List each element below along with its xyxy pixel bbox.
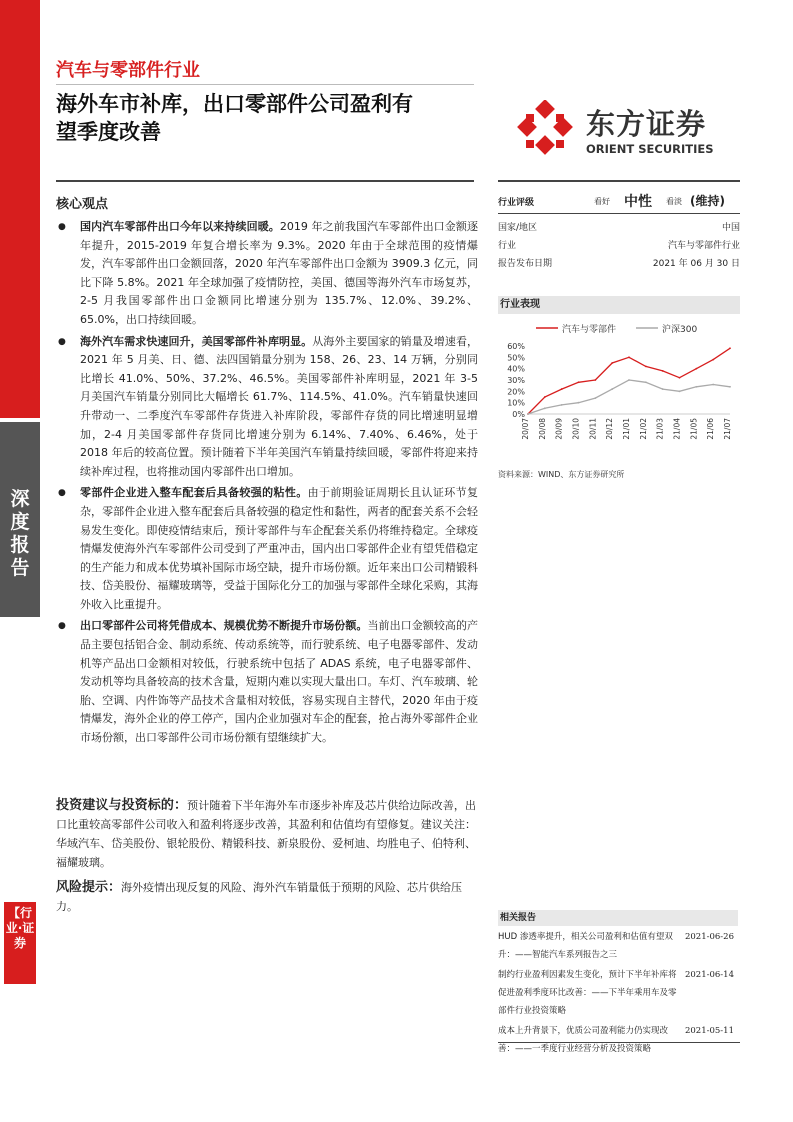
data-point	[662, 370, 664, 372]
x-tick-label: 20/10	[571, 418, 581, 440]
bullet-lead: 零部件企业进入整车配套后具备较强的粘性。	[80, 486, 308, 500]
rating-neutral: 中性	[624, 194, 652, 210]
report-item[interactable]	[498, 928, 738, 964]
core-bullets	[58, 218, 478, 751]
section-heading: 核心观点	[56, 197, 109, 212]
related-heading: 相关报告	[498, 910, 738, 926]
bullet-text: 2019 年之前我国汽车零部件出口金额逐年提升，2015-2019 年复合增长率为 9.3%。2020 年由于全球范围的疫情爆发，汽车零部件出口金额回落，2020 年汽车零部件出口金额为 3909.3 亿元，同比下降 5.8%。2021 年全球加强了疫情防控，美国、德国等海外汽车市场复苏，2-5 月我国零部件出口金额同比增速分别为 135.7%、12.0%、39.2%、65.0%，出口持续回暖。	[80, 220, 479, 326]
related-reports	[498, 928, 738, 1060]
series-line	[528, 380, 730, 414]
side-char: 报	[10, 534, 30, 556]
bullet-text: 从海外主要国家的销量及增速看，2021 年 5 月美、日、德、法四国销量分别为 158、26、23、14 万辆，分别同比增长 41.0%、50%、37.2%、46.5%。美国零部件补库明显，2021 年 3-5 月美国汽车销量分别同比大幅增长 61.7%、114.5%、41.0%。汽车销量快速回升带动一、二季度汽车零部件存货进入补库阶段，零部件存货的同比增速明显增加，2-4 月美国零部件存货同比增速分别为 6.14%、7.40%、6.46%，处于 2018 年后的较高位置。预计随着下半年美国汽车销量持续回暖，零部件将迎来持续补库过程，也将推动国内零部件出口增加。	[80, 334, 479, 478]
y-tick-label: 20%	[507, 387, 525, 397]
rating-maintain: (维持)	[690, 194, 725, 208]
bullet-lead: 出口零部件公司将凭借成本、规模优势不断提升市场份额。	[80, 619, 368, 633]
bullet-item	[58, 333, 478, 482]
report-date: 2021-06-26	[684, 932, 734, 942]
info-value: 中国	[721, 223, 740, 233]
data-point	[578, 402, 580, 404]
y-tick-label: 50%	[507, 353, 525, 363]
data-point	[578, 381, 580, 383]
page-title	[56, 90, 474, 146]
invest-label: 投资建议与投资标的：	[56, 798, 188, 813]
logo	[512, 100, 738, 164]
data-point	[695, 368, 697, 370]
rating-bad: 看淡	[666, 197, 682, 206]
info-value: 汽车与零部件行业	[667, 241, 740, 251]
data-point	[527, 413, 529, 415]
divider	[498, 1042, 740, 1043]
data-point	[712, 384, 714, 386]
x-tick-label: 20/07	[521, 418, 530, 440]
bullet-item	[58, 484, 478, 614]
data-point	[544, 396, 546, 398]
divider	[56, 180, 474, 182]
data-point	[594, 379, 596, 381]
bullet-text: 当前出口金额较高的产品主要包括铝合金、制动系统、传动系统等，而行驶系统、电子电器零部件、发动机等产品出口金额相对较低，行驶系统中包括了 ADAS 系统，电子电器零部件、发动机等均具备较高的技术含量，短期内难以实现大量出口。车灯、汽车玻璃、轮胎、空调、内件饰等产品技术含量相对较低，容易实现自主替代，2020 年由于疫情爆发，海外企业的停工停产，国内企业加强对车企的配套，抢占海外零部件企业市场份额，出口零部件公司市场份额有望继续扩大。	[80, 619, 478, 745]
data-point	[611, 362, 613, 364]
side-label	[4, 488, 36, 580]
chart-source: 资料来源：WIND、东方证券研究所	[498, 470, 625, 479]
side-char: 告	[10, 557, 30, 579]
data-point	[561, 388, 563, 390]
industry-label: 汽车与零部件行业	[56, 60, 200, 81]
performance-heading: 行业表现	[498, 296, 740, 314]
legend-label: 汽车与零部件	[562, 325, 617, 335]
logo-cn: 东方证券	[586, 107, 707, 141]
investment-advice	[56, 796, 476, 872]
report-date: 2021-06-14	[684, 970, 734, 980]
data-point	[561, 404, 563, 406]
divider	[498, 180, 740, 182]
x-tick-label: 21/02	[638, 418, 648, 440]
rating-row	[498, 191, 740, 211]
bullet-item	[58, 218, 478, 330]
bullet-item	[58, 617, 478, 747]
bullet-lead: 海外汽车需求快速回升，美国零部件补库明显。	[80, 334, 313, 348]
y-tick-label: 60%	[507, 342, 525, 351]
rating-good: 看好	[594, 197, 610, 206]
data-point	[645, 381, 647, 383]
performance-chart	[498, 318, 740, 464]
info-row	[498, 256, 740, 269]
info-key: 报告发布日期	[498, 259, 553, 269]
info-key: 行业	[498, 241, 517, 251]
bullet-lead: 国内汽车零部件出口今年以来持续回暖。	[80, 220, 280, 233]
divider	[56, 84, 474, 85]
y-tick-label: 30%	[507, 376, 525, 385]
info-value: 2021 年 06 月 30 日	[652, 259, 740, 269]
x-tick-label: 20/08	[537, 418, 547, 440]
data-point	[662, 388, 664, 390]
report-title[interactable]: 成本上升背景下，优质公司盈利能力仍实现改善：——一季度行业经营分析及投资策略	[498, 1026, 669, 1054]
y-tick-label: 0%	[512, 410, 525, 419]
report-title[interactable]: HUD 渗透率提升，相关公司盈利和估值有望双升：——智能汽车系列报告之三	[498, 932, 673, 960]
bullet-text: 由于前期验证周期长且认证环节复杂，零部件企业进入整车配套后具备较强的稳定性和黏性，两者的配套关系不会轻易发生变化。即使疫情结束后，预计零部件与车企配套关系仍将维持稳定。全球疫情爆发使海外汽车零部件公司受到了严重冲击，国内出口零部件企业有望凭借稳定的生产能力和成本优势填补国际市场空缺，提升市场份额。近年来出口公司精锻科技、岱美股份、福耀玻璃等，受益于国际化分工的加强与零部件全球化采购，其海外收入比重提升。	[80, 486, 479, 611]
info-key: 国家/地区	[498, 223, 538, 233]
data-point	[628, 356, 630, 358]
x-tick-label: 20/11	[588, 418, 598, 440]
report-item[interactable]	[498, 1022, 738, 1058]
report-item[interactable]	[498, 966, 738, 1020]
data-point	[695, 386, 697, 388]
x-tick-label: 21/04	[672, 418, 682, 440]
info-row	[498, 238, 740, 251]
y-tick-label: 40%	[507, 364, 525, 374]
data-point	[544, 407, 546, 409]
data-point	[594, 397, 596, 399]
side-char: 深	[10, 488, 30, 510]
y-tick-label: 10%	[507, 398, 525, 408]
x-tick-label: 21/01	[622, 418, 631, 440]
data-point	[729, 347, 731, 349]
x-tick-label: 20/12	[605, 418, 615, 440]
data-point	[645, 366, 647, 368]
logo-en: ORIENT SECURITIES	[586, 142, 714, 156]
x-tick-label: 20/09	[554, 418, 564, 440]
risk-label: 风险提示：	[56, 880, 122, 895]
title-line: 海外车市补库，出口零部件公司盈利有	[56, 92, 413, 116]
data-point	[679, 390, 681, 392]
data-point	[679, 377, 681, 379]
risk-warning	[56, 878, 476, 916]
rating-label: 行业评级	[498, 198, 535, 208]
side-char: 度	[10, 511, 30, 533]
data-point	[611, 388, 613, 390]
data-point	[628, 379, 630, 381]
data-point	[729, 386, 731, 388]
risk-text: 海外疫情出现反复的风险、海外汽车销量低于预期的风险、芯片供给压力。	[56, 881, 463, 913]
invest-text: 预计随着下半年海外车市逐步补库及芯片供给边际改善，出口比重较高零部件公司收入和盈利将逐步改善，其盈利和估值均有望修复。建议关注：华域汽车、岱美股份、银轮股份、精锻科技、新泉股份、爱柯迪、均胜电子、伯特利、福耀玻璃。	[56, 799, 476, 869]
title-line: 望季度改善	[56, 120, 161, 144]
report-date: 2021-05-11	[684, 1026, 734, 1036]
report-title[interactable]: 制约行业盈利因素发生变化，预计下半年补库将促进盈利季度环比改善：——下半年乘用车及零部件行业投资策略	[498, 970, 677, 1016]
x-tick-label: 21/03	[655, 418, 665, 440]
x-tick-label: 21/05	[689, 418, 699, 440]
legend-label: 沪深300	[662, 325, 698, 335]
bottom-tag: 【行业·证券	[4, 902, 36, 984]
logo-mark-icon	[512, 100, 576, 164]
x-tick-label: 21/06	[706, 418, 716, 440]
info-row	[498, 220, 740, 233]
left-red-bar	[0, 0, 40, 418]
x-tick-label: 21/07	[723, 418, 732, 440]
data-point	[712, 359, 714, 361]
divider	[498, 213, 740, 214]
